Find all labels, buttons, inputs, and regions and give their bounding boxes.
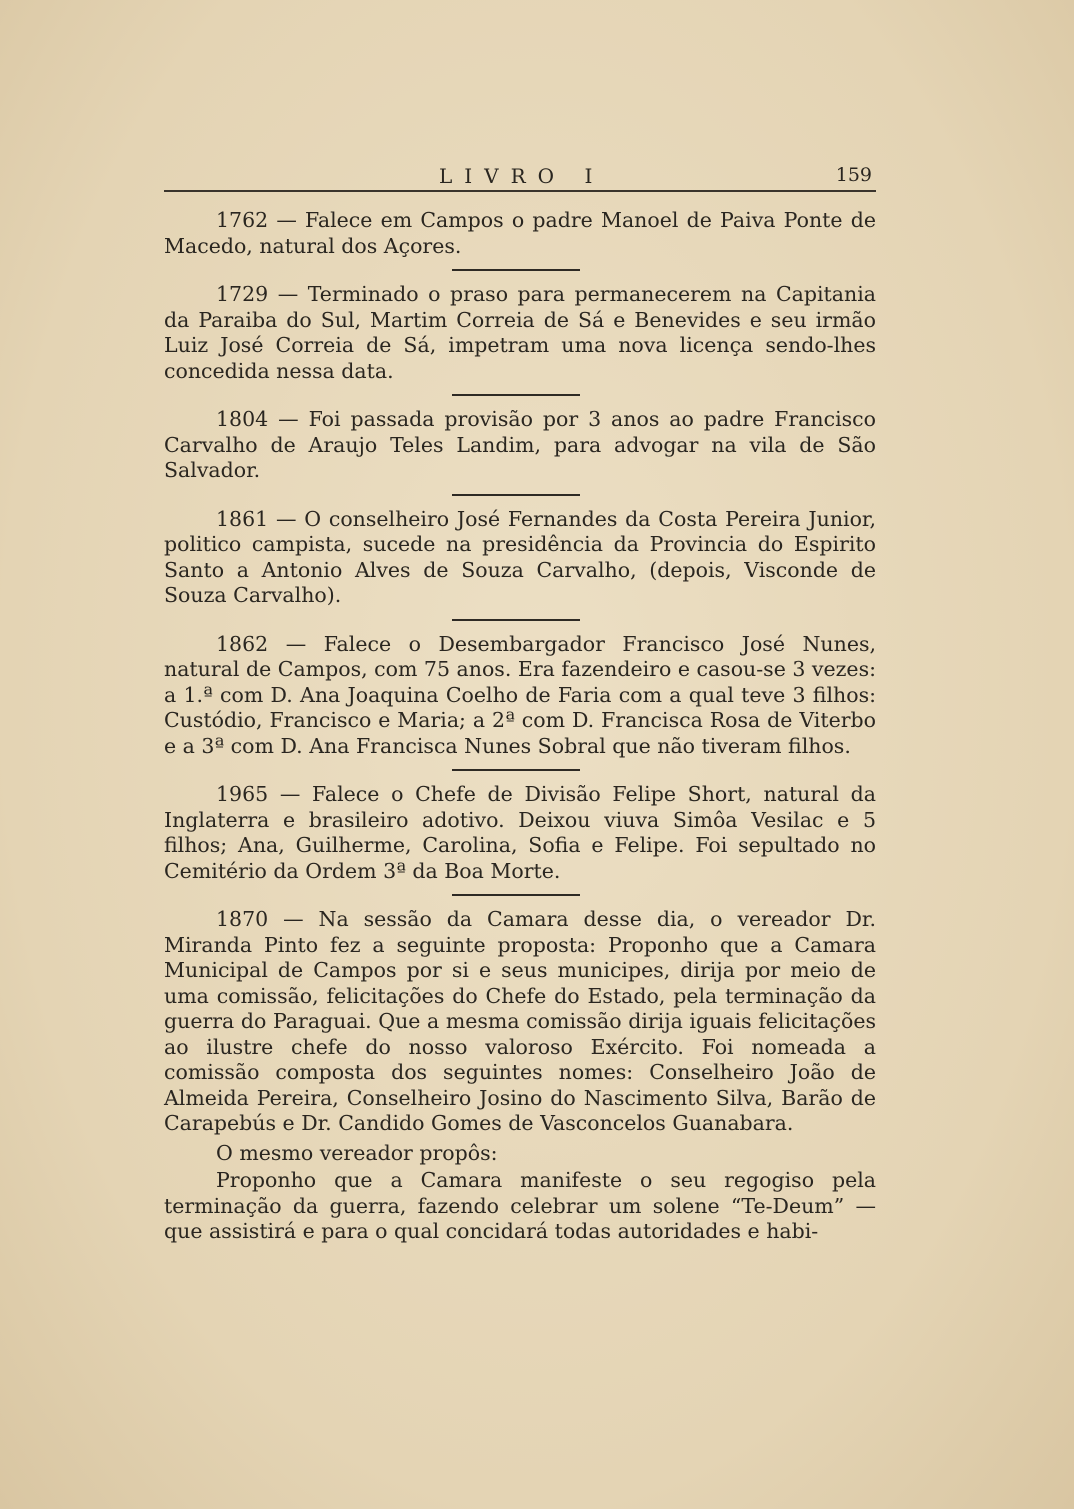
chronicle-entry-1870: 1870 — Na sessão da Camara desse dia, o vereador Dr. Miranda Pinto fez a seguinte proposta: Proponho que a Camara Municipal de Campos por si e seus municipes, dirija por meio de uma comissão, felicitações do Chefe do Estado, pela terminação da guerra do Paraguai. Que a mesma comissão dirija iguais felicitações ao ilustre chefe do nosso valoroso Exército. Foi nomeada a comissão composta dos seguintes nomes: Conselheiro João de Almeida Pereira, Conselheiro Josino do Nascimento Silva, Barão de Carapebús e Dr. Candido Gomes de Vasconcelos Guanabara. (164, 907, 876, 1135)
running-title: LIVRO I (439, 164, 605, 188)
final-paragraph: Proponho que a Camara manifeste o seu regogiso pela terminação da guerra, fazendo celebrar um solene “Te-Deum” — que assistirá e para o qual concidará todas autoridades e habi- (164, 1168, 876, 1243)
chronicle-entry-1762: 1762 — Falece em Campos o padre Manoel de Paiva Ponte de Macedo, natural dos Açores. (164, 208, 876, 258)
entry-separator (452, 394, 580, 396)
running-header (164, 160, 876, 192)
entry-separator (452, 619, 580, 621)
chronicle-entry-1861: 1861 — O conselheiro José Fernandes da Costa Pereira Junior, politico campista, sucede na presidência da Provincia do Espirito Santo a Antonio Alves de Souza Carvalho, (depois, Visconde de Souza Carvalho). (164, 506, 876, 607)
entry-separator (452, 494, 580, 496)
entry-separator (452, 894, 580, 896)
page-number: 159 (835, 164, 872, 186)
chronicle-entry-1862: 1862 — Falece o Desembargador Francisco José Nunes, natural de Campos, com 75 anos. Era fazendeiro e casou-se 3 vezes: a 1.ª com D. Ana Joaquina Coelho de Faria com a qual teve 3 filhos: Custódio, Francisco e Maria; a 2ª com D. Francisca Rosa de Viterbo e a 3ª com D. Ana Francisca Nunes Sobral que não tiveram filhos. (164, 631, 876, 758)
chronicle-entry-1804: 1804 — Foi passada provisão por 3 anos ao padre Francisco Carvalho de Araujo Teles Landim, para advogar na vila de São Salvador. (164, 407, 876, 482)
entry-separator (452, 769, 580, 771)
subheading: O mesmo vereador propôs: (216, 1140, 498, 1165)
chronicle-entry-1965: 1965 — Falece o Chefe de Divisão Felipe Short, natural da Inglaterra e brasileiro adotivo. Deixou viuva Simôa Vesilac e 5 filhos; Ana, Guilherme, Carolina, Sofia e Felipe. Foi sepultado no Cemitério da Ordem 3ª da Boa Morte. (164, 782, 876, 883)
chronicle-entry-1729: 1729 — Terminado o praso para permanecerem na Capitania da Paraiba do Sul, Martim Correia de Sá e Benevides e seu irmão Luiz José Correia de Sá, impetram uma nova licença sendo-lhes concedida nessa data. (164, 282, 876, 383)
page-body (164, 208, 876, 1245)
entry-separator (452, 269, 580, 271)
